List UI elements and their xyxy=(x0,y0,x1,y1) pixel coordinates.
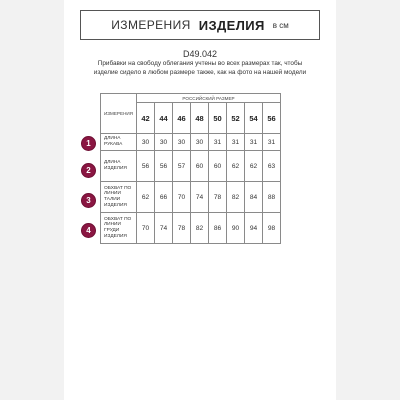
table-cell: 70 xyxy=(137,213,155,244)
table-cell: 90 xyxy=(227,213,245,244)
size-header: 46 xyxy=(173,103,191,134)
row-label: ДЛИНА ИЗДЕЛИЯ xyxy=(101,151,137,182)
row-label: ОБХВАТ ПО ЛИНИИ ГРУДИ ИЗДЕЛИЯ xyxy=(101,213,137,244)
table-cell: 62 xyxy=(227,151,245,182)
marker-number: 2 xyxy=(86,165,91,175)
size-table xyxy=(100,93,281,244)
table-cell: 78 xyxy=(209,182,227,213)
table-cell: 31 xyxy=(245,134,263,151)
table-cell: 84 xyxy=(245,182,263,213)
size-header: 54 xyxy=(245,103,263,134)
marker-badge-4 xyxy=(81,223,96,238)
table-cell: 31 xyxy=(227,134,245,151)
size-chart-sheet xyxy=(64,0,336,400)
table-cell: 62 xyxy=(245,151,263,182)
table-cell: 62 xyxy=(137,182,155,213)
table-cell: 70 xyxy=(173,182,191,213)
table-cell: 88 xyxy=(263,182,281,213)
table-cell: 30 xyxy=(155,134,173,151)
row-label: ДЛИНА РУКАВА xyxy=(101,134,137,151)
table-row xyxy=(101,182,281,213)
row-label: ОБХВАТ ПО ЛИНИИ ТАЛИИ ИЗДЕЛИЯ xyxy=(101,182,137,213)
size-header: 48 xyxy=(191,103,209,134)
page-title xyxy=(80,10,320,40)
table-cell: 78 xyxy=(173,213,191,244)
table-cell: 31 xyxy=(209,134,227,151)
table-head-label: ИЗМЕРЕНИЯ xyxy=(101,94,137,134)
table-cell: 86 xyxy=(209,213,227,244)
table-cell: 66 xyxy=(155,182,173,213)
table-cell: 82 xyxy=(227,182,245,213)
table-cell: 74 xyxy=(155,213,173,244)
table-cell: 56 xyxy=(155,151,173,182)
size-header: 44 xyxy=(155,103,173,134)
title-units: в см xyxy=(272,20,289,30)
marker-badge-3 xyxy=(81,193,96,208)
marker-badge-1 xyxy=(81,136,96,151)
title-word-measurements: ИЗМЕРЕНИЯ xyxy=(111,18,191,32)
marker-badge-2 xyxy=(81,163,96,178)
size-header: 52 xyxy=(227,103,245,134)
table-row xyxy=(101,213,281,244)
table-group-label: РОССИЙСКИЙ РАЗМЕР xyxy=(137,94,281,103)
table-cell: 30 xyxy=(191,134,209,151)
size-header: 56 xyxy=(263,103,281,134)
table-cell: 31 xyxy=(263,134,281,151)
table-row xyxy=(101,134,281,151)
table-cell: 60 xyxy=(209,151,227,182)
size-header: 50 xyxy=(209,103,227,134)
table-cell: 98 xyxy=(263,213,281,244)
title-word-item: ИЗДЕЛИЯ xyxy=(198,17,265,33)
table-cell: 56 xyxy=(137,151,155,182)
size-header: 42 xyxy=(137,103,155,134)
table-row xyxy=(101,151,281,182)
fit-note: Прибавки на свободу облегания учтены во всех размерах так, чтобы изделие сидело в любом размере также, как на фото на нашей модели xyxy=(93,60,307,76)
table-cell: 74 xyxy=(191,182,209,213)
marker-number: 3 xyxy=(86,195,91,205)
marker-number: 1 xyxy=(86,138,91,148)
table-cell: 60 xyxy=(191,151,209,182)
table-cell: 57 xyxy=(173,151,191,182)
table-cell: 30 xyxy=(173,134,191,151)
marker-number: 4 xyxy=(86,225,91,235)
table-cell: 94 xyxy=(245,213,263,244)
table-cell: 30 xyxy=(137,134,155,151)
table-cell: 63 xyxy=(263,151,281,182)
article-code: D49.042 xyxy=(182,49,218,59)
table-cell: 82 xyxy=(191,213,209,244)
